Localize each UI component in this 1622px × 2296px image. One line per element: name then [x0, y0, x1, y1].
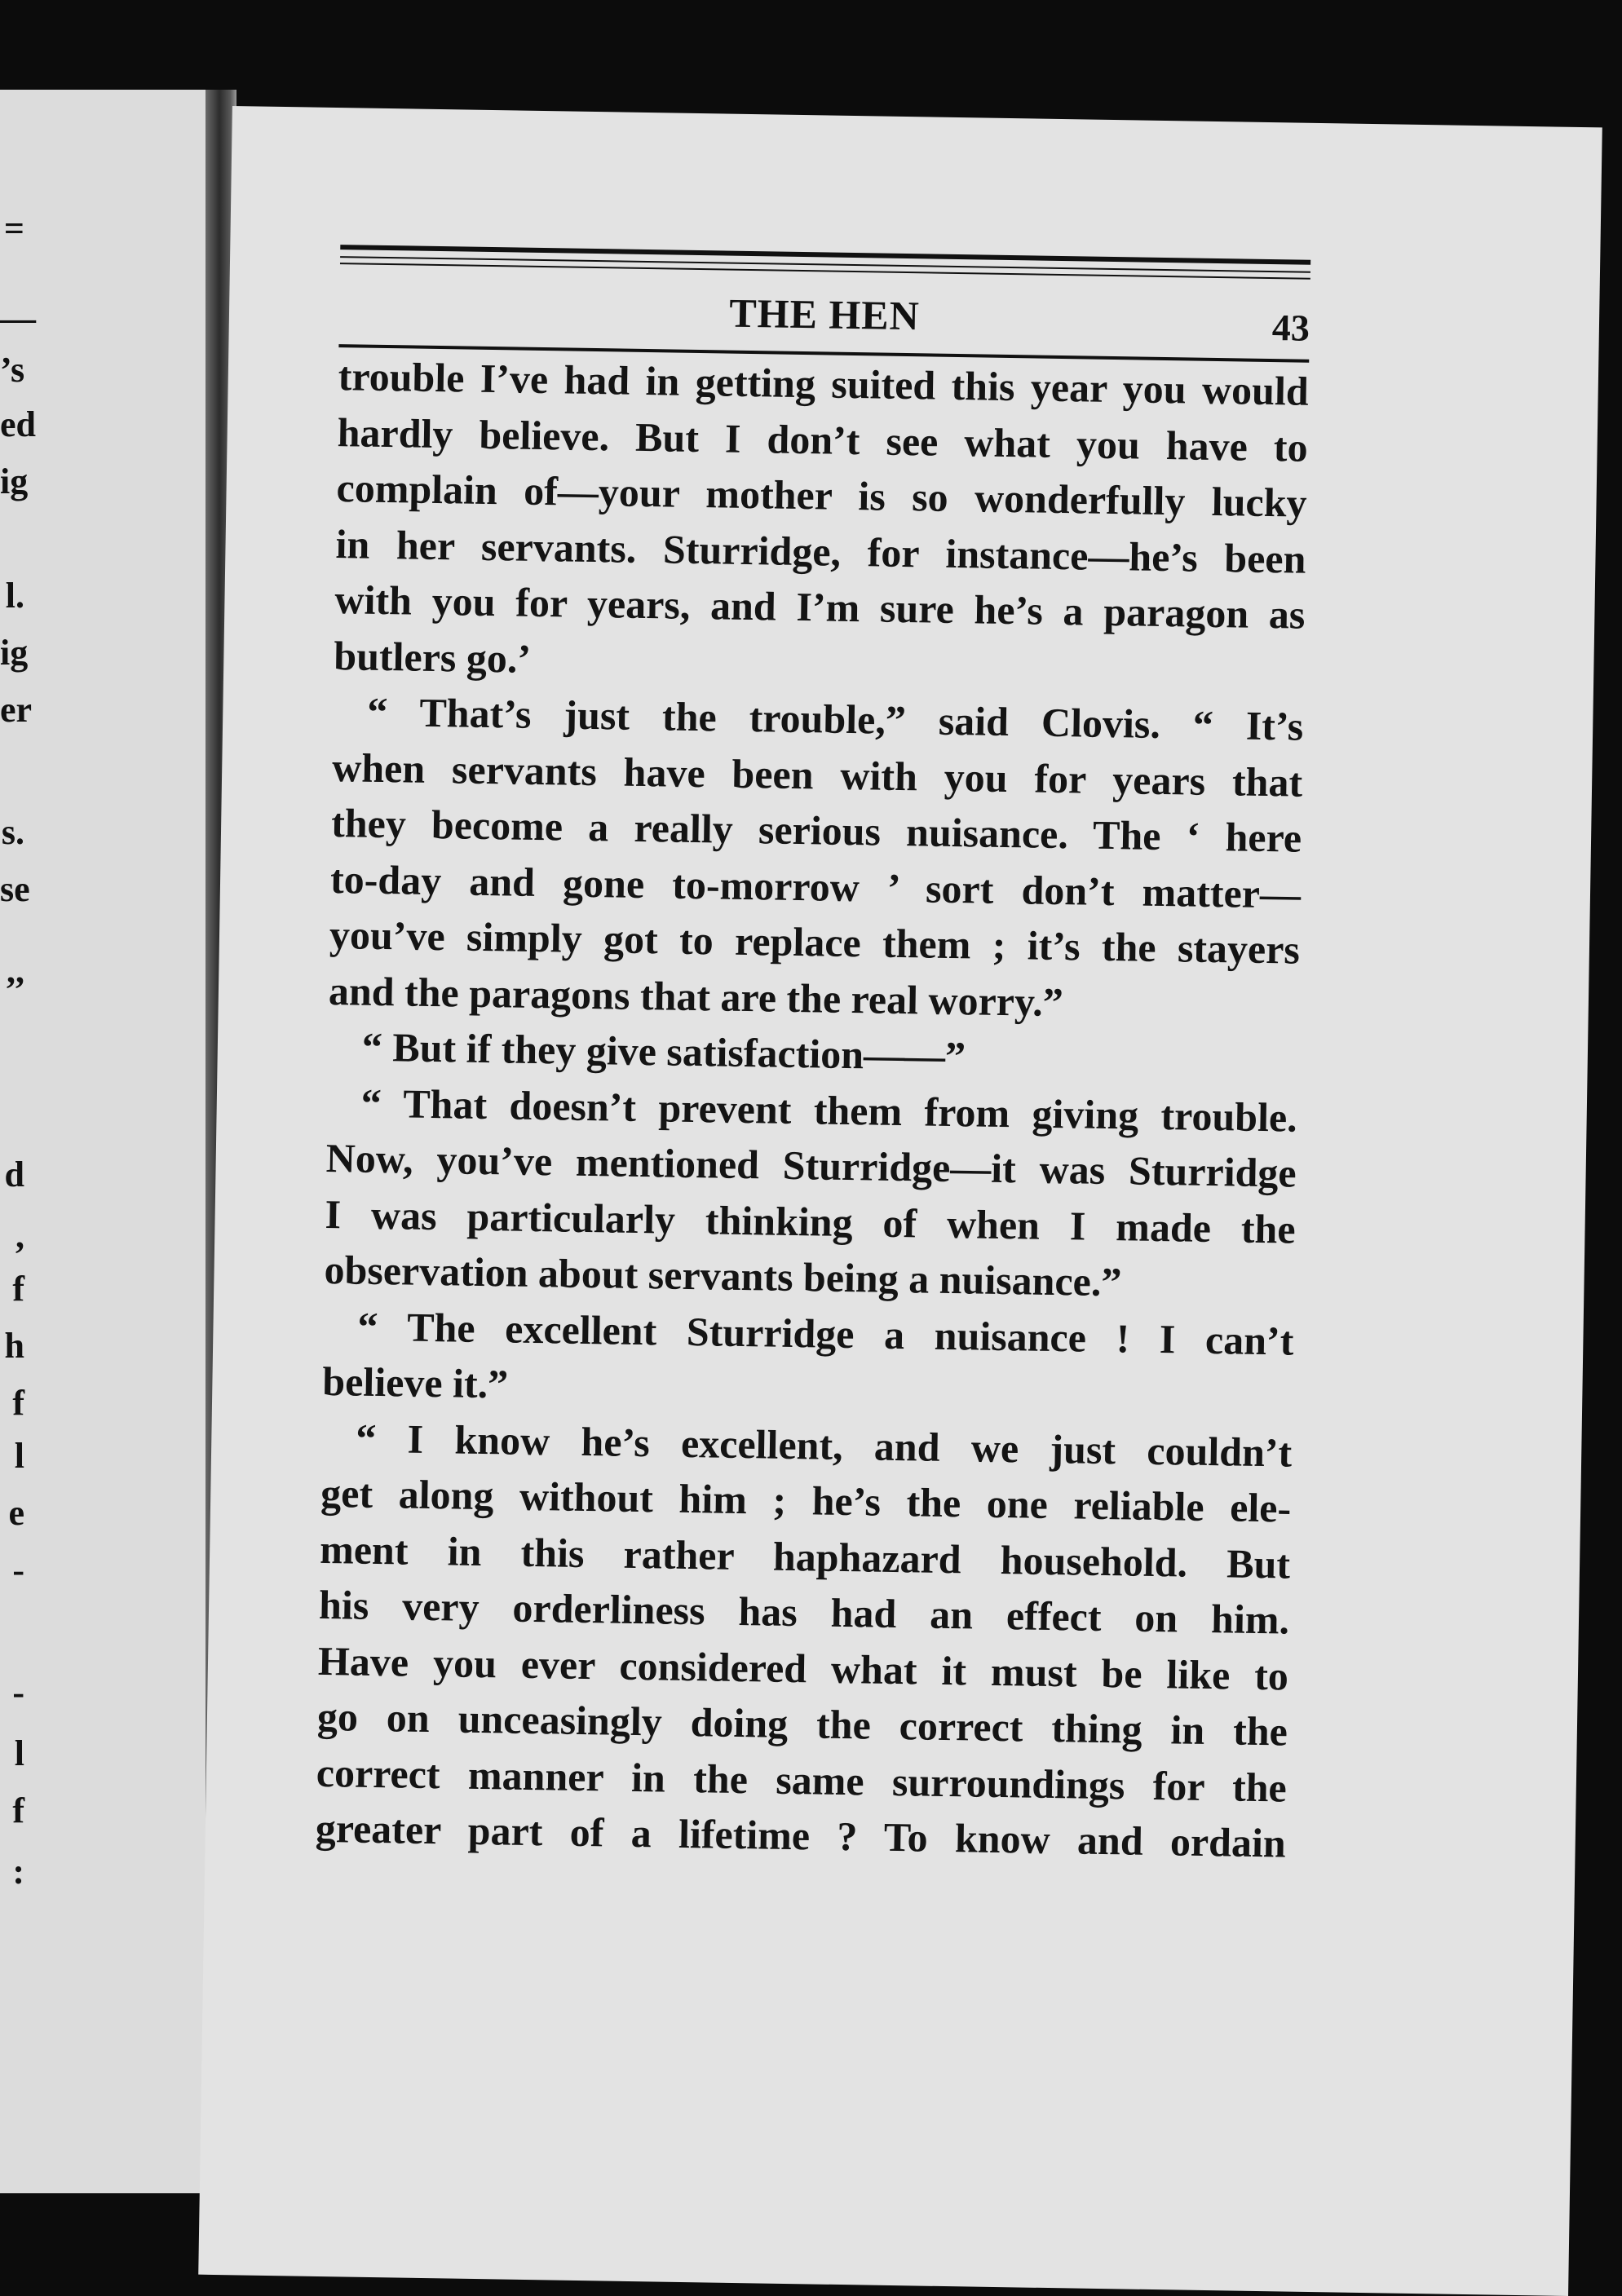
edge-fragment: ig — [0, 633, 29, 673]
edge-fragment: - — [12, 1672, 24, 1712]
running-head — [339, 283, 1310, 347]
edge-fragment: , — [15, 1216, 24, 1256]
text-line: when servants have been with you for years that — [331, 744, 1303, 806]
text-line: Have you ever considered what it must be like to — [317, 1637, 1289, 1699]
text-line: trouble I’ve had in getting suited this year you would — [338, 353, 1310, 414]
text-line: “ That’s just the trouble,” said Clovis. “ It’s — [366, 688, 1304, 749]
edge-fragment: s. — [1, 812, 24, 852]
text-line: ment in this rather haphazard household. But — [319, 1526, 1291, 1587]
text-line: you’ve simply got to replace them ; it’s the stayers — [329, 911, 1301, 973]
text-line: greater part of a lifetime ? To know and ordain — [315, 1804, 1287, 1866]
text-line: butlers go.’ — [333, 632, 532, 682]
edge-fragment: - — [12, 1550, 24, 1590]
text-line: hardly believe. But I don’t see what you have to — [337, 408, 1309, 470]
edge-fragment: ed — [0, 404, 36, 444]
edge-fragment: l. — [5, 576, 24, 616]
text-line: “ But if they give satisfaction——” — [361, 1023, 966, 1080]
text-line: get along without him ; he’s the one reliable ele- — [320, 1469, 1292, 1531]
text-line: believe it.” — [322, 1358, 509, 1407]
text-line: in her servants. Sturridge, for instance—he’s been — [335, 520, 1306, 582]
edge-fragment: h — [4, 1326, 24, 1366]
edge-fragment: ig — [0, 461, 29, 501]
edge-fragment: e — [8, 1493, 24, 1533]
text-line: to-day and gone to-morrow ’ sort don’t matter— — [329, 855, 1302, 917]
text-line: complain of—your mother is so wonderfully lucky — [336, 465, 1307, 526]
previous-page-edge-text — [0, 90, 212, 2193]
edge-fragment: f — [12, 1790, 24, 1830]
text-line: “ That doesn’t prevent them from giving trouble. — [360, 1080, 1298, 1141]
edge-fragment: f — [12, 1383, 24, 1423]
text-line: “ The excellent Sturridge a nuisance ! I can’t — [357, 1303, 1294, 1364]
text-line: observation about servants being a nuisance.” — [324, 1246, 1122, 1305]
previous-page — [0, 90, 212, 2193]
edge-fragment: l — [14, 1436, 24, 1476]
running-title: THE HEN — [728, 289, 921, 339]
text-line: his very orderliness has had an effect on him. — [318, 1581, 1290, 1643]
edge-fragment: — — [0, 298, 36, 338]
text-line: I was particularly thinking of when I made the — [325, 1190, 1296, 1252]
book-page — [198, 106, 1602, 2296]
edge-fragment: er — [0, 690, 33, 730]
edge-fragment: = — [3, 209, 24, 249]
text-line: Now, you’ve mentioned Sturridge—it was Sturridge — [325, 1134, 1297, 1196]
edge-fragment: ,, — [7, 951, 24, 991]
edge-fragment: se — [0, 869, 30, 909]
edge-fragment: ’s — [0, 350, 25, 390]
text-line: and the paragons that are the real worry.” — [328, 967, 1064, 1025]
text-line: “ I know he’s excellent, and we just couldn’t — [355, 1415, 1293, 1476]
edge-fragment: f — [12, 1269, 24, 1309]
edge-fragment: l — [14, 1733, 24, 1773]
text-line: with you for years, and I’m sure he’s a paragon as — [334, 576, 1306, 638]
page-number: 43 — [1271, 307, 1310, 349]
text-line: correct manner in the same surroundings for the — [316, 1749, 1288, 1811]
edge-fragment: : — [12, 1852, 24, 1892]
text-line: they become a really serious nuisance. The ‘ here — [330, 800, 1302, 861]
edge-fragment: d — [4, 1155, 24, 1194]
body-text — [315, 348, 1309, 1871]
text-line: go on unceasingly doing the correct thing in the — [316, 1693, 1288, 1755]
header-rule-thick — [340, 245, 1310, 265]
